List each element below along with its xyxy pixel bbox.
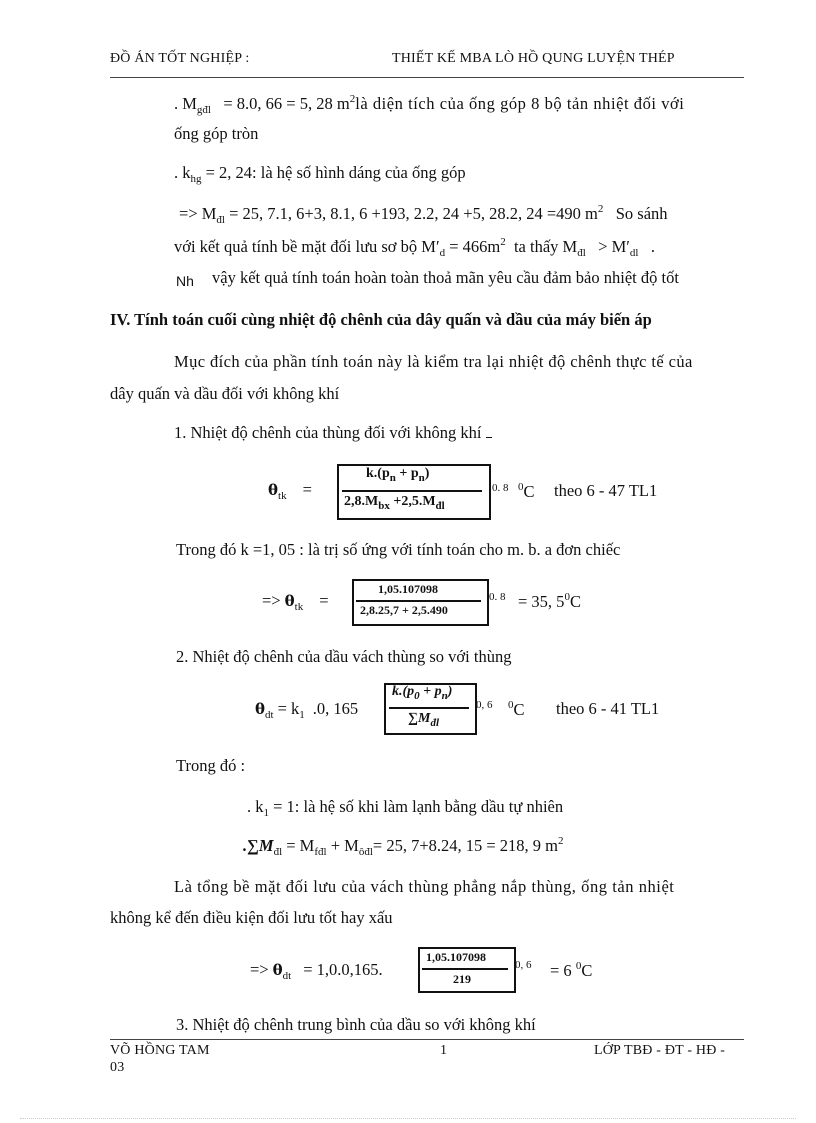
intro-line-2: dây quấn và dầu đối với không khí [110,384,340,403]
header-right: THIẾT KẾ MBA LÒ HỒ QUNG LUYỆN THÉP [392,51,675,66]
formula1-numerator: $k.(p_n + p_n)$ [366,466,430,484]
footer-author-cont: 03 [110,1060,125,1075]
footer-class: LỚP TBĐ - ĐT - HĐ - [594,1043,726,1058]
compare-line: với kết quả tính bề mặt đối lưu sơ bộ $M'_d = 466m^2$ ta thấy $M_{đl}$ > $M'_{dl}$ . [174,236,655,259]
formula2-reference: theo 6 - 41 TL1 [556,699,660,718]
mdl-line: => $M_{đl} = 25$, 7.1, 6+3, 8.1, 6 +193, 2.2, 24 +5, 28.2, 24 =490 $m^2$ So sánh [179,203,668,226]
result1-exponent: 0. 8 [489,591,506,603]
result2-denominator: 219 [453,972,471,986]
k1-line: . $k_1 = 1$: là hệ số khi làm lạnh bằng dầu tự nhiên [247,797,564,819]
result1-denominator: 2,8.25,7 + 2,5.490 [360,603,448,617]
theta-dt-result-lhs: => $\theta_{dt}$ = 1,0.0,165. [250,960,383,982]
item3-title: 3. Nhiệt độ chênh trung bình của dầu so với không khí [176,1015,536,1034]
intro-line-1: Mục đích của phần tính toán này là kiểm tra lại nhiệt độ chênh thực tế của [174,352,693,371]
formula2-exponent: 0, 6 [476,699,493,711]
formula2-numerator: $k.(p_0 + p_n)$ [392,684,453,702]
footer-divider [110,1039,744,1040]
nh-fragment: Nh [176,273,194,289]
result1-bar [356,600,481,602]
header-left: ĐỒ ÁN TỐT NGHIỆP : [110,51,250,66]
result1-numerator: 1,05.107098 [378,582,438,596]
item1-title: 1. Nhiệt độ chênh của thùng đối với không khí [174,423,492,443]
header-divider [110,77,744,78]
formula1-denominator: $2,8.M_{bx} +2,5.M_{đl}$ [344,494,445,512]
sum-line: $.\sum M_{đl} = M_{fđl} + M_{ôđl}= 25$, 7+8.24, 15 = 218, 9 $m^2$ [243,835,564,858]
result2-value: = 6 $^0$C [550,960,593,980]
desc-line-2: không kể đến điều kiện đối lưu tốt hay xấu [110,908,393,927]
theta-dt-lhs: $\theta_{dt} = k_1$ .0, 165 [255,699,359,721]
item2-where: Trong đó : [176,756,246,775]
mgdl-line-cont: ống góp tròn [174,124,259,143]
footer-page-number: 1 [440,1043,448,1058]
mgdl-line: . $M_{gđl}$ = 8.0, 66 = 5, 28 $m^2là$ diện tích của ống góp 8 bộ tản nhiệt đối với [174,93,685,116]
theta-tk-result-lhs: => $\theta_{tk}$ = [262,591,329,613]
formula1-exponent: 0. 8 [492,482,509,494]
section-heading: IV. Tính toán cuối cùng nhiệt độ chênh của dây quấn và dầu của máy biến áp [110,310,652,329]
page-bottom-edge [20,1118,796,1119]
formula1-bar [342,490,482,492]
formula2-denominator: $\sum M_{đl}$ [408,711,439,729]
khg-line: . $k_{hg} = 2$, 24: là hệ số hình dáng của ống góp [174,163,466,185]
result1-value: = 35, $5^0C$ [518,591,581,611]
formula2-unit: $^0$C [508,699,525,719]
item1-where: Trong đó k =1, 05 : là trị số ứng với tính toán cho m. b. a đơn chiếc [176,540,621,559]
footer-author: VÕ HỒNG TAM [110,1043,210,1058]
formula1-unit: $^0$C [518,481,535,501]
item2-title: 2. Nhiệt độ chênh của dầu vách thùng so với thùng [176,647,512,666]
desc-line-1: Là tổng bề mặt đối lưu của vách thùng phẳng nắp thùng, ống tản nhiệt [174,877,675,896]
result2-bar [422,968,508,970]
result2-exponent: 0, 6 [515,959,532,971]
formula1-reference: theo 6 - 47 TL1 [554,481,658,500]
theta-tk-lhs: $\theta_{tk}$ = [268,480,312,502]
formula2-bar [389,707,469,709]
result2-numerator: 1,05.107098 [426,950,486,964]
conclusion-line: vậy kết quả tính toán hoàn toàn thoả mãn yêu cầu đảm bảo nhiệt độ tốt [212,268,679,287]
